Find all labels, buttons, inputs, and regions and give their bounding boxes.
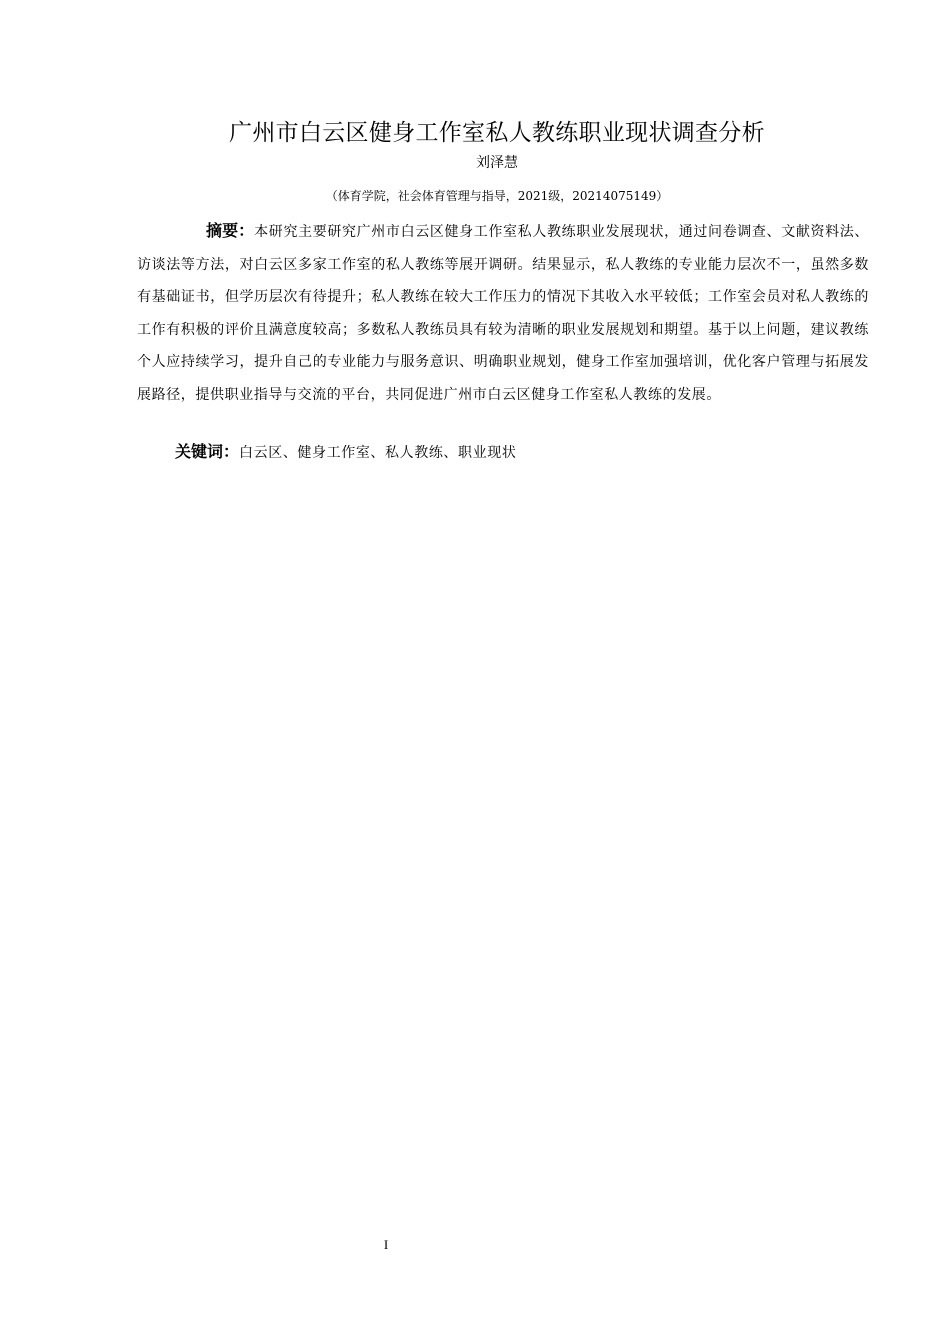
abstract-text: 本研究主要研究广州市白云区健身工作室私人教练职业发展现状，通过问卷调查、文献资料法、访谈法等方法，对白云区多家工作室的私人教练等展开调研。结果显示，私人教练的专业能力层次不一，虽然多数有基础证书，但学历层次有待提升；私人教练在较大工作压力的情况下其收入水平较低；工作室会员对私人教练的工作有积极的评价且满意度较高；多数私人教练员具有较为清晰的职业发展规划和期望。基于以上问题，建议教练个人应持续学习，提升自己的专业能力与服务意识、明确职业规划，健身工作室加强培训，优化客户管理与拓展发展路径，提供职业指导与交流的平台，共同促进广州市白云区健身工作室私人教练的发展。: [137, 224, 869, 403]
keywords-paragraph: [175, 437, 869, 468]
abstract-label: 摘要：: [206, 221, 255, 240]
keywords-text: 白云区、健身工作室、私人教练、职业现状: [239, 445, 517, 461]
page-number: I: [383, 1237, 389, 1252]
keywords-label: 关键词：: [175, 442, 240, 461]
author-affiliation: （体育学院，社会体育管理与指导，2021级，20214075149）: [325, 189, 669, 203]
paper-title: 广州市白云区健身工作室私人教练职业现状调查分析: [229, 120, 765, 146]
abstract-paragraph: [137, 215, 869, 412]
author-name: 刘泽慧: [476, 155, 518, 171]
